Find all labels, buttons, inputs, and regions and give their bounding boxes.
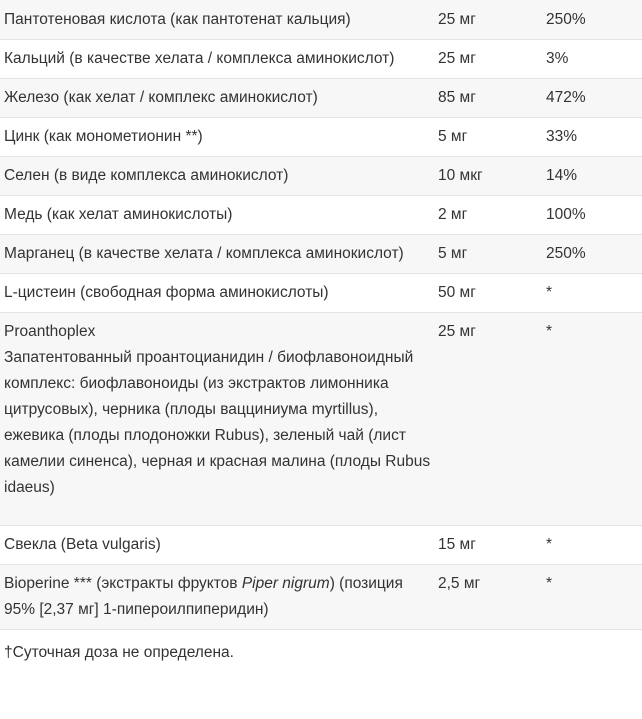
table-row xyxy=(0,118,642,157)
table-row xyxy=(0,40,642,79)
daily-value: * xyxy=(544,565,642,630)
daily-value: 472% xyxy=(544,79,642,118)
table-row xyxy=(0,0,642,40)
ingredient-name: Железо (как хелат / комплекс аминокислот) xyxy=(0,79,436,118)
ingredient-amount: 2 мг xyxy=(436,196,544,235)
daily-value: * xyxy=(544,313,642,526)
ingredient-amount: 50 мг xyxy=(436,274,544,313)
ingredient-amount: 25 мг xyxy=(436,0,544,40)
table-row xyxy=(0,196,642,235)
ingredient-amount: 15 мг xyxy=(436,526,544,565)
daily-value: 250% xyxy=(544,235,642,274)
ingredient-name: Марганец (в качестве хелата / комплекса аминокислот) xyxy=(0,235,436,274)
table-row xyxy=(0,235,642,274)
ingredient-amount: 2,5 мг xyxy=(436,565,544,630)
table-row xyxy=(0,565,642,630)
ingredient-amount: 25 мг xyxy=(436,40,544,79)
daily-value: 100% xyxy=(544,196,642,235)
footnote: †Суточная доза не определена. xyxy=(4,644,234,661)
table-row xyxy=(0,157,642,196)
ingredient-name: Свекла (Beta vulgaris) xyxy=(0,526,436,565)
daily-value: * xyxy=(544,274,642,313)
table-row xyxy=(0,79,642,118)
ingredient-name: Селен (в виде комплекса аминокислот) xyxy=(0,157,436,196)
table-row xyxy=(0,526,642,565)
ingredient-name: Кальций (в качестве хелата / комплекса аминокислот) xyxy=(0,40,436,79)
ingredient-name: Пантотеновая кислота (как пантотенат кальция) xyxy=(0,0,436,40)
ingredient-description: Запатентованный проантоцианидин / биофлавоноидный комплекс: биофлавоноиды (из экстрактов лимонника цитрусовых), черника (плоды вацциниума myrtillus), ежевика (плоды плодоножки Rubus), зеленый чай (лист камелии синенса), черная и красная малина (плоды Rubus idaeus) xyxy=(4,349,431,496)
daily-value: 250% xyxy=(544,0,642,40)
ingredient-amount: 5 мг xyxy=(436,235,544,274)
ingredient-amount: 25 мг xyxy=(436,313,544,526)
ingredient-name xyxy=(0,565,436,630)
ingredient-amount: 5 мг xyxy=(436,118,544,157)
ingredient-name: Цинк (как монометионин **) xyxy=(0,118,436,157)
table-row xyxy=(0,313,642,526)
ingredient-name-suffix: ) (позиция 95% [2,37 мг] 1-пипероилпиперидин) xyxy=(4,575,403,618)
ingredient-amount: 10 мкг xyxy=(436,157,544,196)
ingredient-cell xyxy=(0,313,436,526)
ingredient-name: Медь (как хелат аминокислоты) xyxy=(0,196,436,235)
table-row xyxy=(0,274,642,313)
daily-value: * xyxy=(544,526,642,565)
ingredient-name-prefix: Bioperine *** (экстракты фруктов xyxy=(4,575,242,592)
daily-value: 33% xyxy=(544,118,642,157)
ingredient-amount: 85 мг xyxy=(436,79,544,118)
daily-value: 14% xyxy=(544,157,642,196)
ingredient-name: Proanthoplex xyxy=(4,323,96,340)
ingredient-name: L-цистеин (свободная форма аминокислоты) xyxy=(0,274,436,313)
daily-value: 3% xyxy=(544,40,642,79)
ingredient-name-latin: Piper nigrum xyxy=(241,575,330,592)
